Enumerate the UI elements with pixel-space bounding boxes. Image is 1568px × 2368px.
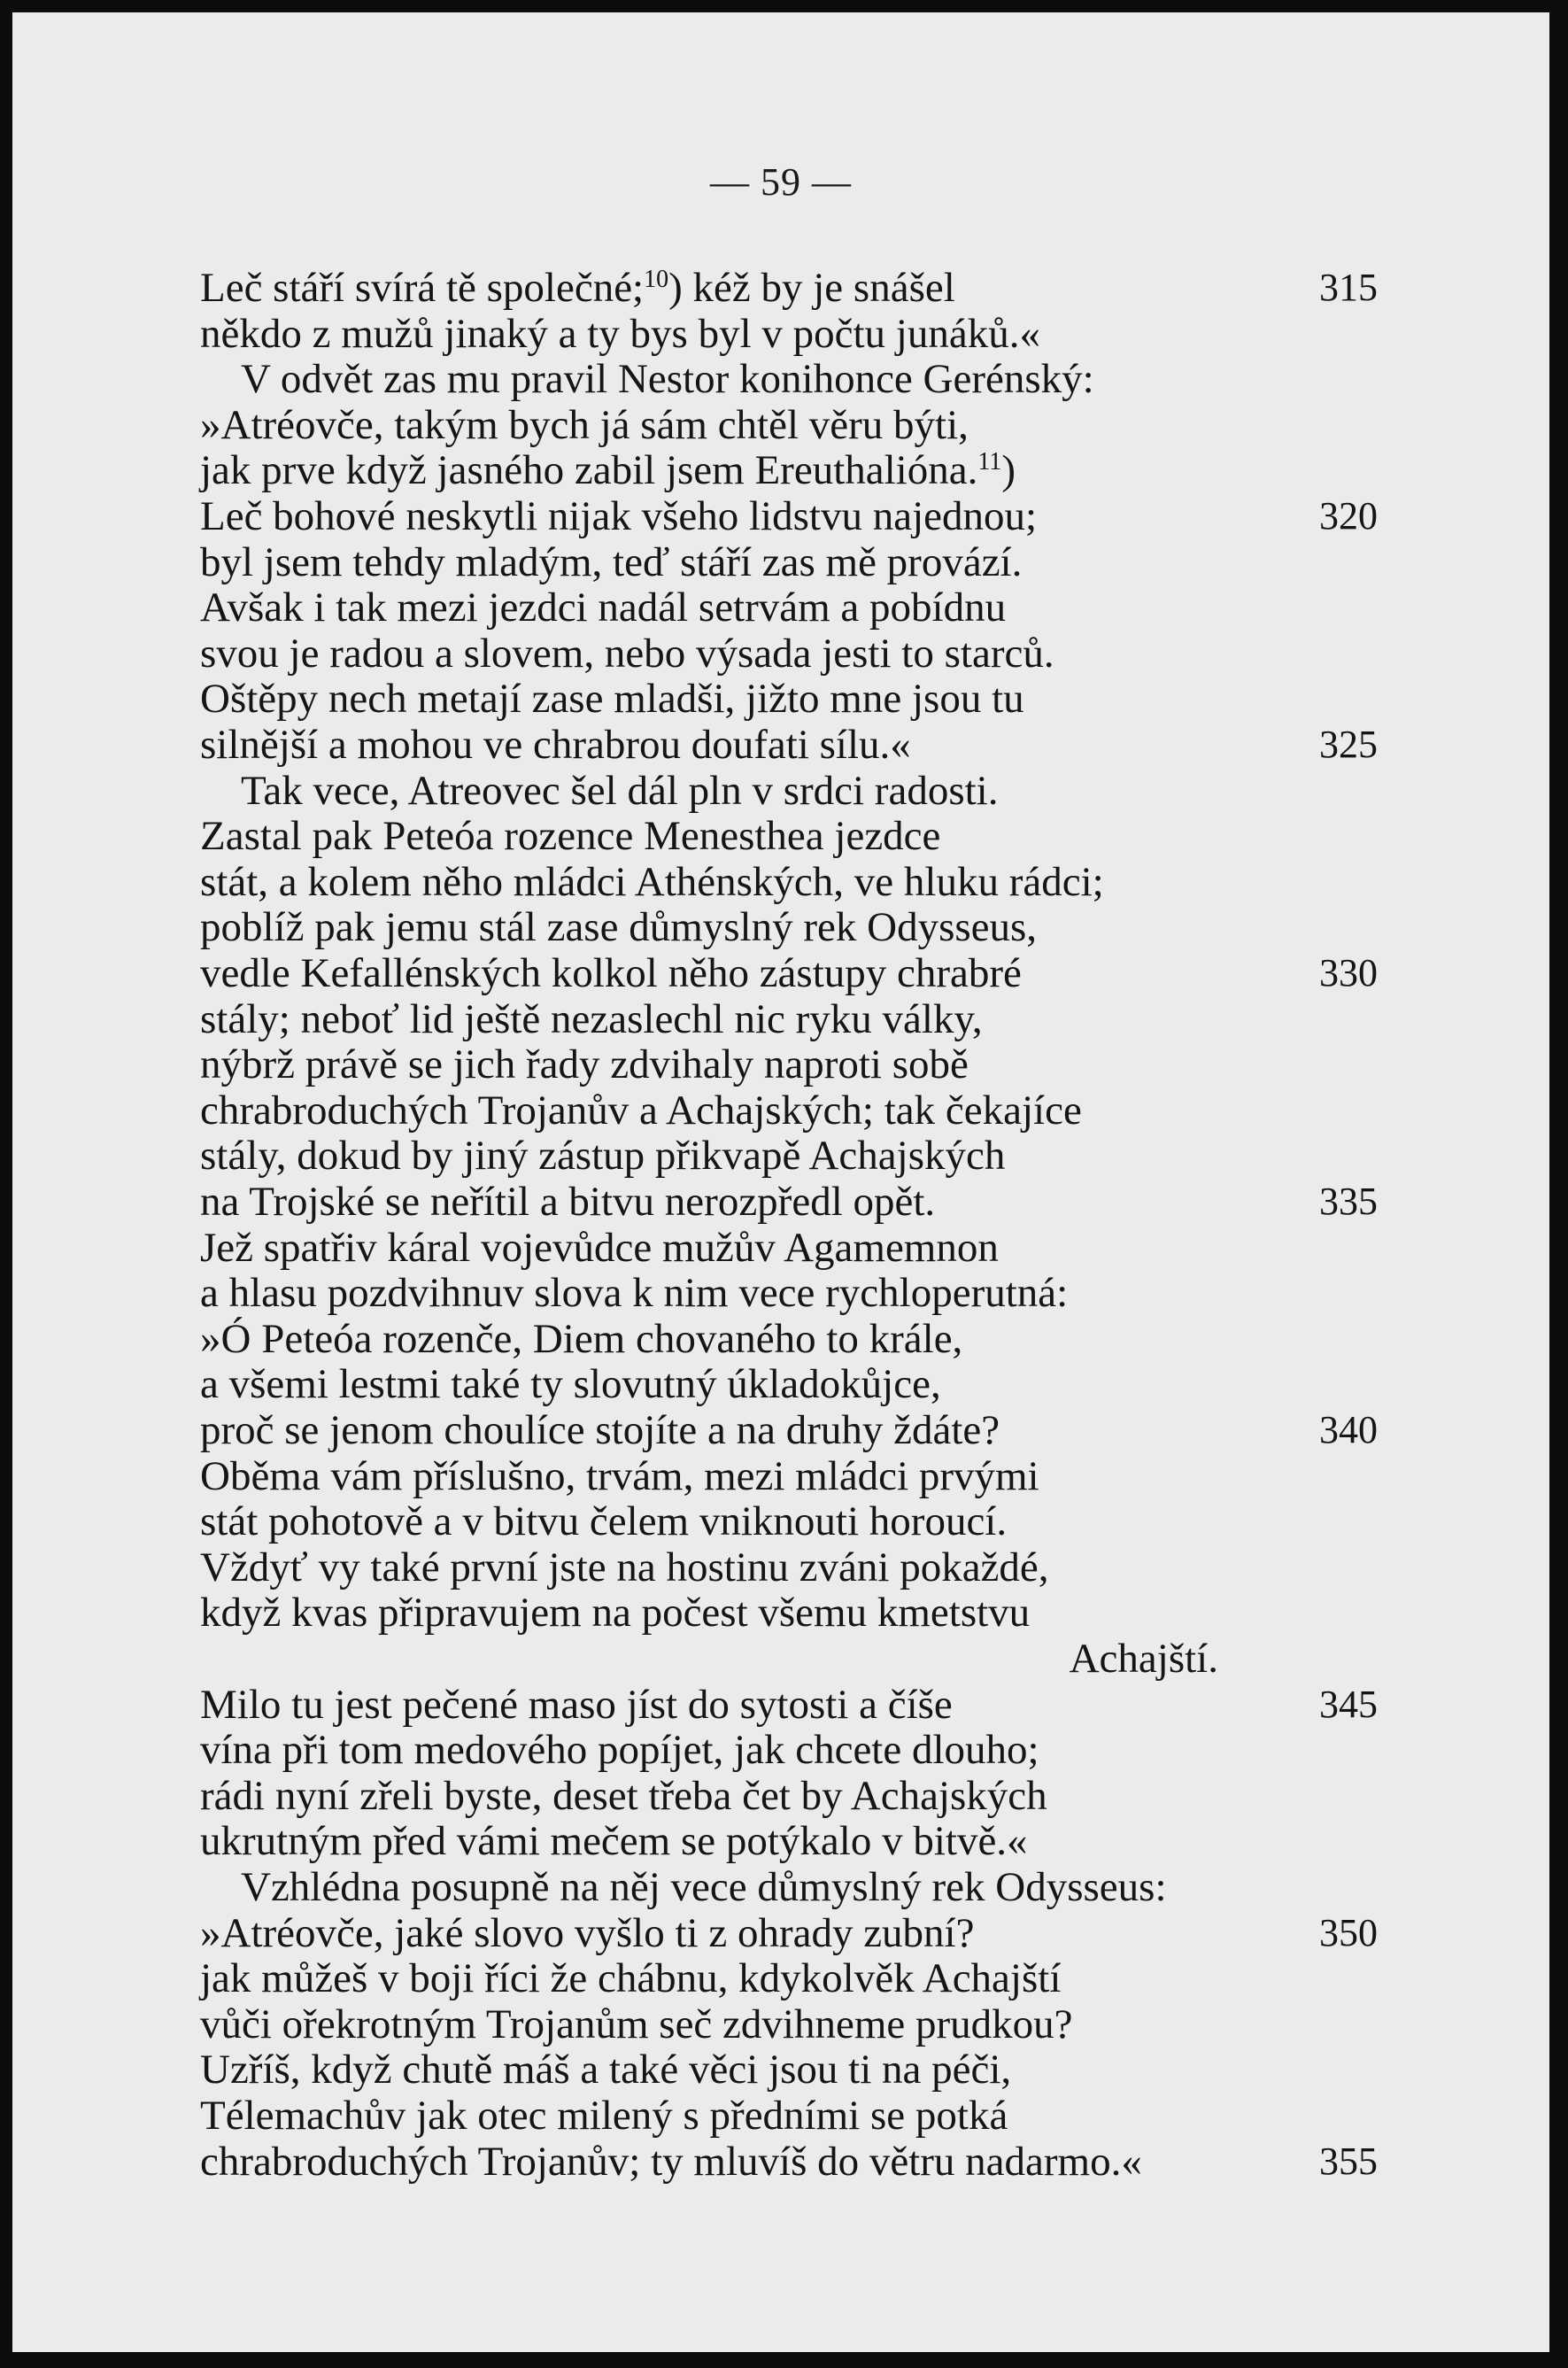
verse-line-text: byl jsem tehdy mladým, teď stáří zas mě provází. [200,539,1023,585]
verse-line-text: chrabroduchých Trojanův; ty mluvíš do větru nadarmo.« [200,2139,1142,2185]
verse-line-text: Vždyť vy také první jste na hostinu zváni pokaždé, [200,1544,1049,1590]
verse-line-text: jak můžeš v boji říci že chábnu, kdykolvěk Achajští [200,1955,1062,2001]
verse-line [200,1544,1280,1590]
verse-line [200,1407,1280,1453]
verse-line [200,1087,1280,1134]
verse-line [200,631,1280,677]
verse-line [200,768,1321,814]
verse-line-text: Vzhlédna posupně na něj vece důmyslný rek Odysseus: [241,1864,1167,1910]
verse-line [200,996,1280,1042]
line-number: 345 [1319,1683,1378,1726]
verse-line [200,1041,1280,1087]
verse-line [200,904,1280,950]
verse-line-text: a hlasu pozdvihnuv slova k nim vece rychloperutná: [200,1270,1069,1316]
verse-line-text: Achajští. [1069,1636,1218,1682]
verse-line [200,1225,1280,1271]
verse-line [200,1316,1280,1362]
verse-line [200,447,1280,493]
line-number: 320 [1319,494,1378,538]
verse-line-text: rádi nyní zřeli byste, deset třeba čet by Achajských [200,1773,1047,1819]
line-number: 315 [1319,266,1378,309]
verse-line-text: Milo tu jest pečené maso jíst do sytosti a číše [200,1682,953,1728]
verse-line [200,2001,1280,2047]
verse-line [200,1727,1280,1773]
verse-line-text: Tak vece, Atreovec šel dál pln v srdci radosti. [241,768,999,814]
verse-line [200,1133,1280,1179]
line-number: 355 [1319,2140,1378,2183]
verse-line [200,1498,1280,1544]
verse-line [200,402,1280,448]
verse-line [200,1818,1280,1864]
line-number: 335 [1319,1180,1378,1223]
verse-line-text: na Trojské se neřítil a bitvu nerozpředl opět. [200,1179,936,1225]
verse-line [200,950,1280,996]
verse-line-text: Zastal pak Peteóa rozence Menesthea jezdce [200,813,941,859]
verse-line [200,1270,1280,1316]
verse-line-text: Oběma vám příslušno, trvám, mezi mládci prvými [200,1453,1039,1499]
verse-line-text: Oštěpy nech metají zase mladši, jižto mne jsou tu [200,676,1024,722]
verse-line-text: Leč stáří svírá tě společné; [200,265,645,311]
verse-line-text: jak prve když jasného zabil jsem Ereuthalióna. [200,447,978,493]
verse-line [200,859,1280,905]
verse-line-text: stály, dokud by jiný zástup přikvapě Achajských [200,1133,1006,1179]
verse-line-text: Leč bohové neskytli nijak všeho lidstvu najednou; [200,493,1038,539]
verse-line [200,813,1280,859]
verse-line-text: chrabroduchých Trojanův a Achajských; tak čekajíce [200,1087,1082,1134]
verse-line [200,1773,1280,1819]
verse-line-text: když kvas připravujem na počest všemu kmetstvu [200,1590,1031,1636]
verse-line-text: »Ó Peteóa rozenče, Diem chovaného to krále, [200,1316,963,1362]
verse-line-text: vedle Kefallénských kolkol něho zástupy chrabré [200,950,1022,996]
verse-line [200,1636,1218,1682]
verse-line [200,722,1280,768]
verse-line [200,1910,1280,1956]
line-number: 330 [1319,951,1378,994]
verse-line [200,1179,1280,1225]
verse-line-text: vůči ořekrotným Trojanům seč zdvihneme prudkou? [200,2001,1073,2047]
verse-line [200,1864,1321,1910]
footnote-marker: 11 [977,448,1002,476]
verse-line [200,1361,1280,1407]
verse-line [200,311,1280,357]
verse-line-text-continued: ) kéž by je snášel [668,265,955,311]
verse-line [200,1453,1280,1499]
verse-line-text: svou je radou a slovem, nebo výsada jesti to starců. [200,631,1054,677]
verse-line-text: stát, a kolem něho mládci Athénských, ve hluku rádci; [200,859,1104,905]
line-number: 325 [1319,723,1378,766]
footnote-marker: 10 [644,266,669,293]
verse-line-text: a všemi lestmi také ty slovutný úkladokůjce, [200,1361,941,1407]
verse-line [200,1682,1280,1728]
verse-line [200,2093,1280,2139]
verse-line-text-continued: ) [1001,447,1016,493]
verse-line [200,539,1280,585]
verse-line-text: Uzříš, když chutě máš a také věci jsou ti na péči, [200,2047,1012,2093]
verse-line-text: vína při tom medového popíjet, jak chcete dlouho; [200,1727,1039,1773]
verse-line-text: poblíž pak jemu stál zase důmyslný rek Odysseus, [200,904,1038,950]
verse-line [200,356,1321,402]
book-page [12,12,1549,2352]
line-number: 340 [1319,1408,1378,1451]
verse-line-text: ukrutným před vámi mečem se potýkalo v bitvě.« [200,1818,1028,1864]
verse-line-text: V odvět zas mu pravil Nestor konihonce Gerénský: [241,356,1094,402]
line-number: 350 [1319,1911,1378,1954]
verse-line [200,265,1280,311]
verse-line [200,1955,1280,2001]
verse-line [200,1590,1280,1636]
verse-line [200,2047,1280,2093]
verse-line-text: Télemachův jak otec milený s předními se potká [200,2093,1008,2139]
verse-line-text: »Atréovče, jaké slovo vyšlo ti z ohrady zubní? [200,1910,975,1956]
verse-line-text: Jež spatřiv káral vojevůdce mužův Agamemnon [200,1225,999,1271]
verse-line-text: Avšak i tak mezi jezdci nadál setrvám a pobídnu [200,584,1007,631]
verse-line-text: »Atréovče, takým bych já sám chtěl věru býti, [200,402,969,448]
verse-line-text: proč se jenom choulíce stojíte a na druhy ždáte? [200,1407,1000,1453]
verse-line-text: někdo z mužů jinaký a ty bys byl v počtu junáků.« [200,311,1040,357]
verse-line [200,584,1280,631]
verse-line-text: silnější a mohou ve chrabrou doufati sílu.« [200,722,911,768]
verse-line-text: stály; neboť lid ještě nezaslechl nic ryku války, [200,996,983,1042]
verse-line-text: nýbrž právě se jich řady zdvihaly naproti sobě [200,1041,969,1087]
verse-line [200,676,1280,722]
page-number: — 59 — [710,160,852,204]
verse-line [200,493,1280,539]
verse-line-text: stát pohotově a v bitvu čelem vniknouti horoucí. [200,1498,1008,1544]
verse-line [200,2139,1280,2185]
